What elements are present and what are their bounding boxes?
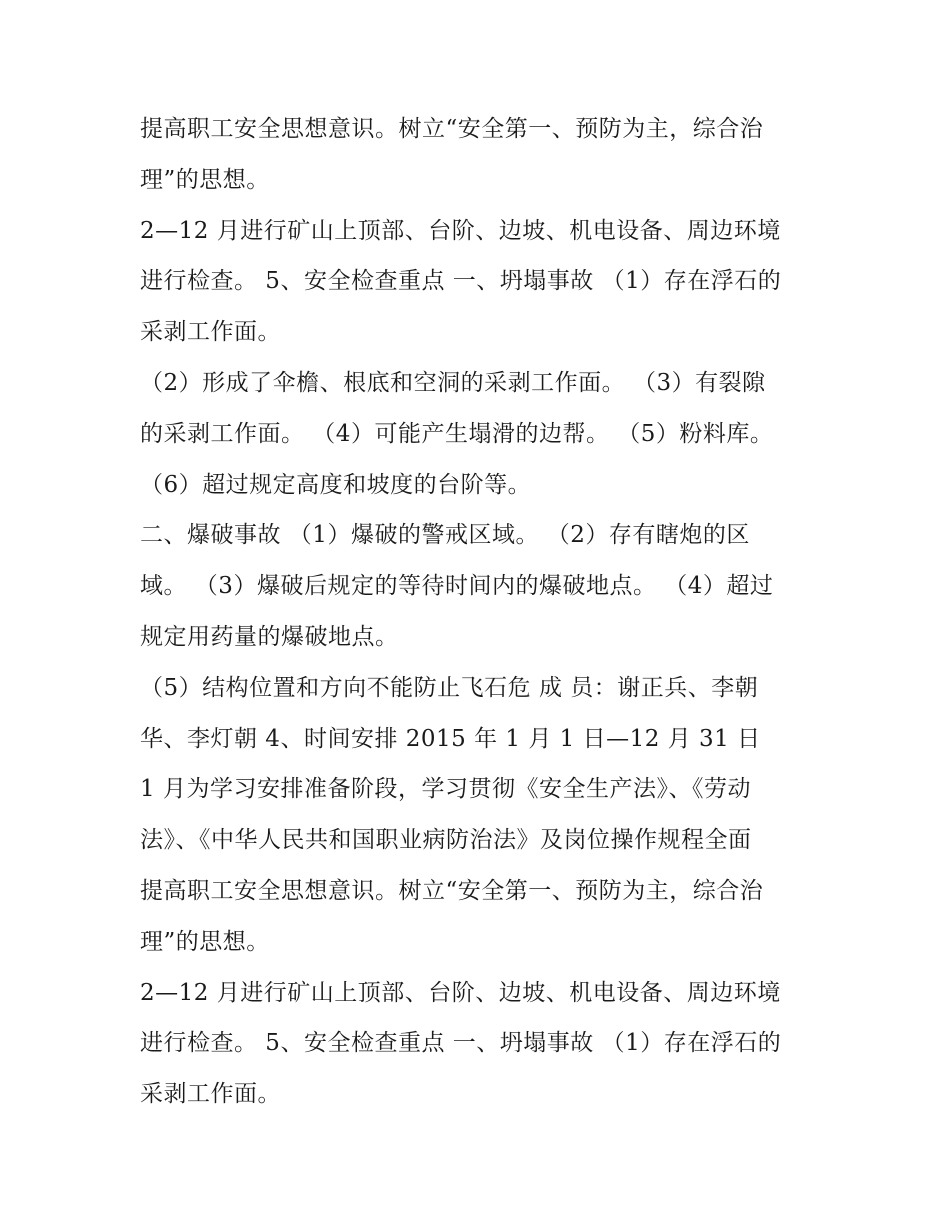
text-line: 提高职工安全思想意识。树立“安全第一、预防为主，综合治	[140, 116, 764, 142]
text-line: 的采剥工作面。 （4）可能产生塌滑的边帮。 （5）粉料库。	[140, 420, 774, 447]
text-line: （5）结构位置和方向不能防止飞石危 成 员：谢正兵、李朝	[140, 674, 759, 701]
text-line: 采剥工作面。	[140, 319, 281, 346]
text-line: 二、爆破事故 （1）爆破的警戒区域。 （2）存有瞎炮的区	[140, 522, 750, 549]
text-line: 进行检查。 5、安全检查重点 一、坍塌事故 （1）存在浮石的	[140, 268, 782, 295]
text-line: 理”的思想。	[140, 166, 270, 193]
text-line: 1 月为学习安排准备阶段，学习贯彻《安全生产法》、《劳动	[140, 776, 751, 803]
text-line: （6）超过规定高度和坡度的台阶等。	[140, 471, 532, 498]
text-line: 进行检查。 5、安全检查重点 一、坍塌事故 （1）存在浮石的	[140, 1030, 782, 1057]
text-line: 华、李灯朝 4、时间安排 2015 年 1 月 1 日—12 月 31 日	[140, 725, 761, 752]
text-line: 域。 （3）爆破后规定的等待时间内的爆破地点。 （4）超过	[140, 573, 774, 600]
text-line: 规定用药量的爆破地点。	[140, 623, 399, 650]
text-line: 理”的思想。	[140, 928, 270, 955]
text-line: （2）形成了伞檐、根底和空洞的采剥工作面。 （3）有裂隙	[140, 369, 766, 396]
text-line: 提高职工安全思想意识。树立“安全第一、预防为主，综合治	[140, 877, 764, 904]
document-body	[140, 104, 840, 1120]
text-line: 法》、《中华人民共和国职业病防治法》及岗位操作规程全面	[140, 827, 752, 854]
text-line: 2—12 月进行矿山上顶部、台阶、边坡、机电设备、周边环境	[140, 979, 781, 1006]
text-line: 采剥工作面。	[140, 1081, 281, 1108]
text-line: 2—12 月进行矿山上顶部、台阶、边坡、机电设备、周边环境	[140, 217, 781, 244]
